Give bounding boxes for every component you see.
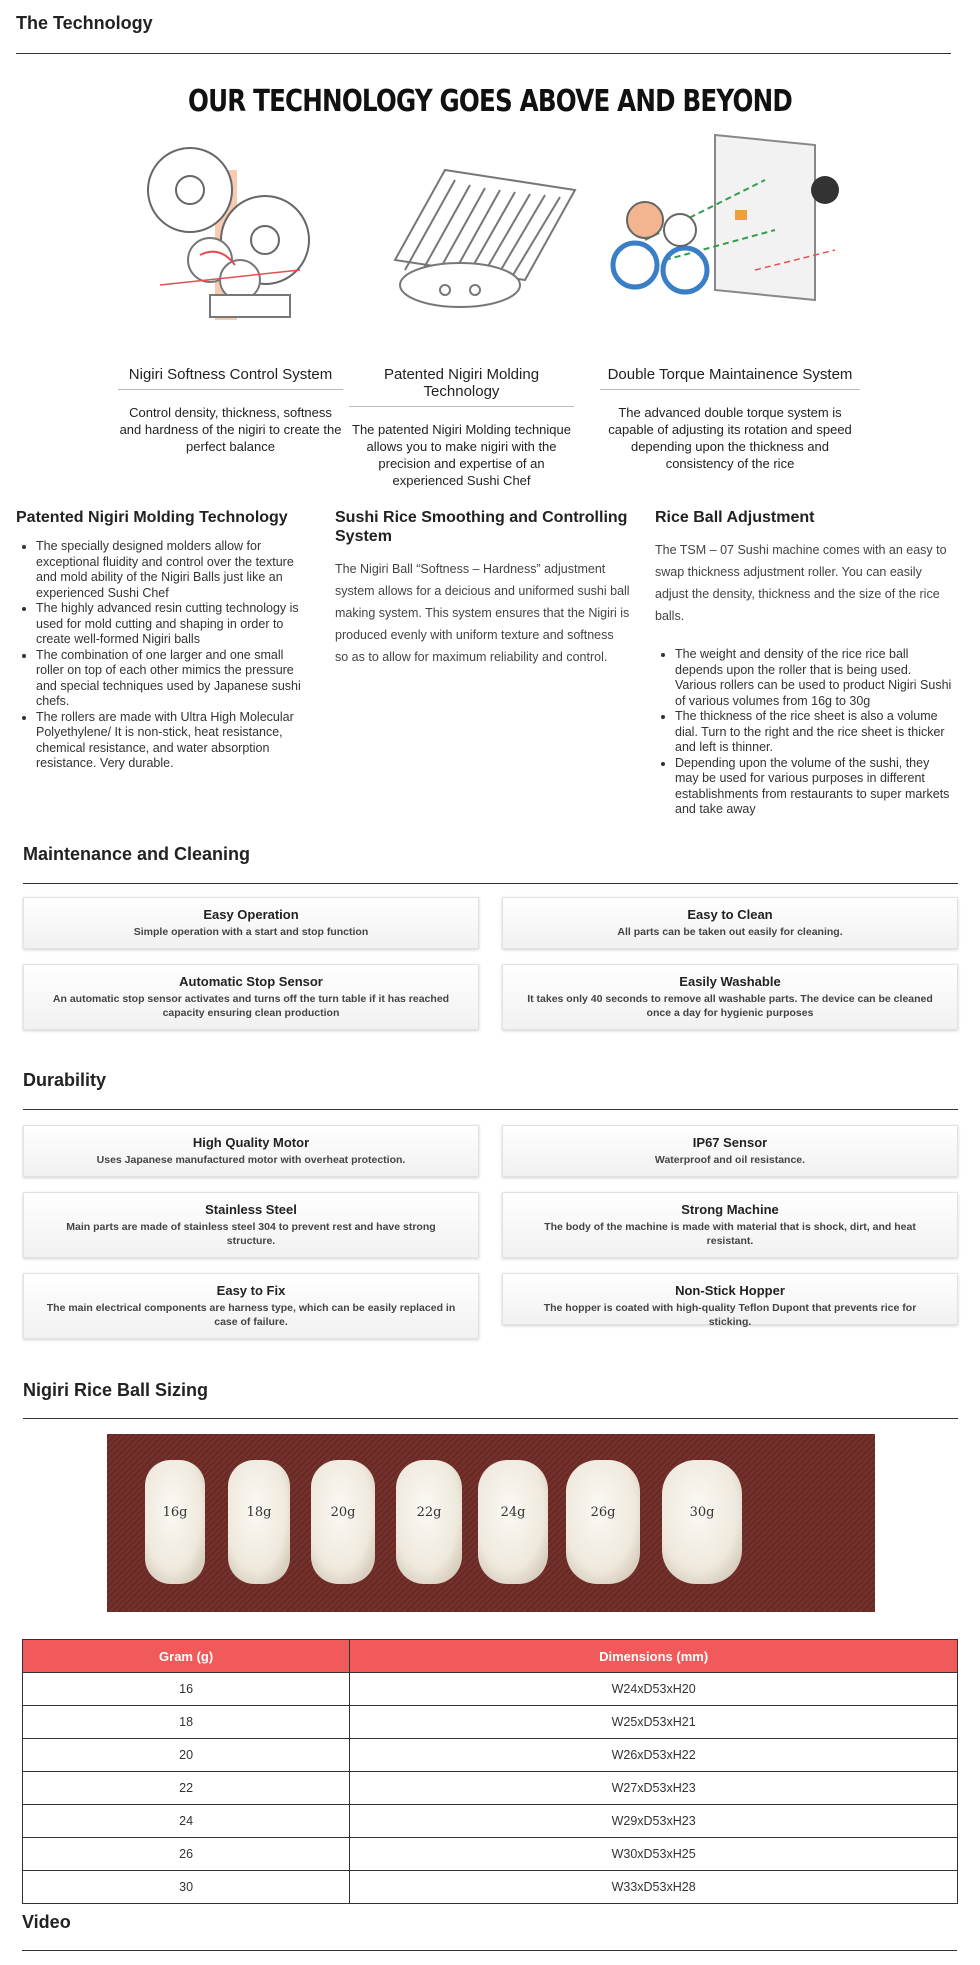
card-title: Easily Washable bbox=[679, 974, 781, 989]
card-description: The main electrical components are harness type, which can be easily replaced in case of failure. bbox=[46, 1302, 456, 1328]
section-divider bbox=[22, 1950, 957, 1951]
card-description: All parts can be taken out easily for cleaning. bbox=[617, 926, 843, 938]
list-item: • Depending upon the volume of the sushi, they may be used for various purposes in different establishments from restaurants to super markets and take away bbox=[675, 756, 955, 818]
card-description: It takes only 40 seconds to remove all washable parts. The device can be cleaned once a day for hygienic purposes bbox=[527, 993, 933, 1019]
card-title: Strong Machine bbox=[681, 1202, 779, 1217]
dimensions-cell: W27xD53xH23 bbox=[350, 1772, 958, 1805]
card-title: Easy to Fix bbox=[216, 1283, 286, 1298]
card-title: Easy to Clean bbox=[687, 907, 773, 922]
gram-cell: 26 bbox=[23, 1838, 350, 1871]
feature-caption: Patented Nigiri Molding Technology bbox=[349, 366, 574, 407]
column-heading: Patented Nigiri Molding Technology bbox=[16, 509, 288, 526]
feature-card bbox=[502, 964, 958, 1030]
table-row bbox=[23, 1739, 958, 1772]
feature-description: The advanced double torque system is capable of adjusting its rotation and speed depending upon the thickness and consistency of the rice bbox=[608, 405, 852, 471]
card-title: IP67 Sensor bbox=[692, 1135, 768, 1150]
column-heading: Rice Ball Adjustment bbox=[655, 509, 815, 526]
table-row bbox=[23, 1673, 958, 1706]
feature-double-torque bbox=[600, 366, 860, 472]
section-divider bbox=[16, 53, 951, 54]
maintenance-section-title: Maintenance and Cleaning bbox=[23, 844, 251, 864]
rice-ball-label: 20g bbox=[330, 1505, 356, 1520]
feature-softness-control bbox=[118, 366, 343, 455]
table-row bbox=[23, 1772, 958, 1805]
rice-ball bbox=[662, 1460, 742, 1584]
double-torque-illustration bbox=[605, 120, 855, 320]
dimensions-cell: W33xD53xH28 bbox=[350, 1871, 958, 1904]
feature-card bbox=[23, 897, 479, 949]
feature-caption: Nigiri Softness Control System bbox=[118, 366, 343, 390]
table-header-gram: Gram (g) bbox=[23, 1640, 350, 1673]
gram-cell: 30 bbox=[23, 1871, 350, 1904]
rice-ball-sizes-photo bbox=[107, 1434, 875, 1612]
adjustment-bullets bbox=[655, 647, 955, 818]
rice-ball bbox=[228, 1460, 290, 1584]
rice-ball-label: 22g bbox=[416, 1505, 442, 1520]
rice-ball bbox=[311, 1460, 375, 1584]
dimensions-cell: W26xD53xH22 bbox=[350, 1739, 958, 1772]
rice-ball bbox=[566, 1460, 640, 1584]
card-description: Uses Japanese manufactured motor with overheat protection. bbox=[96, 1154, 406, 1166]
feature-description: Control density, thickness, softness and hardness of the nigiri to create the perfect balance bbox=[119, 405, 342, 454]
column-paragraph: The TSM – 07 Sushi machine comes with an easy to swap thickness adjustment roller. You can easily adjust the density, thickness and the size of the rice balls. bbox=[655, 543, 947, 623]
durability-section-title: Durability bbox=[23, 1070, 107, 1090]
card-description: Waterproof and oil resistance. bbox=[654, 1154, 806, 1166]
rice-ball bbox=[396, 1460, 462, 1584]
list-item: • The combination of one larger and one small roller on top of each other mimics the pressure and special techniques used by Japanese sushi chefs. bbox=[36, 648, 311, 710]
table-row bbox=[23, 1838, 958, 1871]
section-divider bbox=[23, 1418, 958, 1419]
rice-ball-label: 24g bbox=[500, 1505, 526, 1520]
card-description: An automatic stop sensor activates and turns off the turn table if it has reached capacity ensuring clean production bbox=[52, 993, 450, 1019]
gram-cell: 16 bbox=[23, 1673, 350, 1706]
card-description: The body of the machine is made with material that is shock, dirt, and heat resistant. bbox=[544, 1221, 916, 1247]
card-title: Non-Stick Hopper bbox=[675, 1283, 785, 1298]
table-row bbox=[23, 1706, 958, 1739]
gram-cell: 24 bbox=[23, 1805, 350, 1838]
feature-card bbox=[502, 1273, 958, 1328]
feature-card bbox=[23, 1192, 479, 1258]
card-title: High Quality Motor bbox=[192, 1135, 310, 1150]
list-item: • The weight and density of the rice rice ball depends upon the roller that is being used. Various rollers can be used to product Nigiri Sushi of various volumes from 16g to 30g bbox=[675, 647, 955, 709]
rice-ball-label: 16g bbox=[162, 1505, 188, 1520]
rice-ball-label: 18g bbox=[246, 1505, 272, 1520]
gram-cell: 20 bbox=[23, 1739, 350, 1772]
molding-roller-illustration bbox=[385, 150, 585, 320]
dimensions-cell: W25xD53xH21 bbox=[350, 1706, 958, 1739]
list-item: • The specially designed molders allow for exceptional fluidity and control over the texture and mold ability of the Nigiri Balls just like an experienced Sushi Chef bbox=[36, 539, 311, 601]
feature-card bbox=[502, 1125, 958, 1177]
rice-ball bbox=[145, 1460, 205, 1584]
section-divider bbox=[23, 1109, 958, 1110]
technology-banner-title: OUR TECHNOLOGY GOES ABOVE AND BEYOND bbox=[187, 84, 793, 119]
card-description: The hopper is coated with high-quality Teflon Dupont that prevents rice for sticking. bbox=[543, 1302, 917, 1328]
table-header-dimensions: Dimensions (mm) bbox=[350, 1640, 958, 1673]
column-paragraph: The Nigiri Ball “Softness – Hardness” adjustment system allows for a deicious and uniformed sushi ball making system. This system ensures that the Nigiri is produced evenly with uniform texture and softness so as to allow for maximum reliability and control. bbox=[335, 562, 630, 664]
gram-cell: 18 bbox=[23, 1706, 350, 1739]
dimensions-cell: W29xD53xH23 bbox=[350, 1805, 958, 1838]
list-item: • The highly advanced resin cutting technology is used for mold cutting and shaping in order to create well-formed Nigiri balls bbox=[36, 601, 311, 648]
feature-card bbox=[23, 964, 479, 1030]
feature-card bbox=[23, 1125, 479, 1177]
column-heading: Sushi Rice Smoothing and Controlling System bbox=[335, 509, 628, 545]
rice-ball-sizing-table bbox=[22, 1639, 958, 1904]
card-title: Automatic Stop Sensor bbox=[179, 974, 323, 989]
card-description: Simple operation with a start and stop function bbox=[133, 926, 369, 938]
molding-column bbox=[16, 508, 311, 772]
gram-cell: 22 bbox=[23, 1772, 350, 1805]
list-item: • The rollers are made with Ultra High Molecular Polyethylene/ It is non-stick, heat resistance, chemical resistance, and water absorption resistance. Very durable. bbox=[36, 710, 311, 772]
section-divider bbox=[23, 883, 958, 884]
adjustment-column bbox=[655, 508, 955, 818]
softness-control-illustration bbox=[140, 130, 350, 340]
feature-card bbox=[502, 1192, 958, 1258]
feature-description: The patented Nigiri Molding technique allows you to make nigiri with the precision and expertise of an experienced Sushi Chef bbox=[352, 422, 571, 488]
dimensions-cell: W24xD53xH20 bbox=[350, 1673, 958, 1706]
list-item: • The thickness of the rice sheet is also a volume dial. Turn to the right and the rice sheet is thicker and left is thinner. bbox=[675, 709, 955, 756]
smoothing-column bbox=[335, 508, 630, 688]
feature-card bbox=[502, 897, 958, 949]
feature-caption: Double Torque Maintainence System bbox=[600, 366, 860, 390]
molding-bullets bbox=[16, 539, 311, 772]
rice-ball bbox=[478, 1460, 548, 1584]
video-section-title: Video bbox=[22, 1912, 71, 1932]
feature-card bbox=[23, 1273, 479, 1339]
card-title: Easy Operation bbox=[203, 907, 299, 922]
table-row bbox=[23, 1871, 958, 1904]
rice-ball-label: 26g bbox=[590, 1505, 616, 1520]
feature-molding-technology bbox=[349, 366, 574, 489]
technology-section-title: The Technology bbox=[16, 13, 153, 33]
dimensions-cell: W30xD53xH25 bbox=[350, 1838, 958, 1871]
table-row bbox=[23, 1805, 958, 1838]
card-description: Main parts are made of stainless steel 304 to prevent rest and have strong structure. bbox=[66, 1221, 436, 1247]
rice-ball-label: 30g bbox=[689, 1505, 715, 1520]
card-title: Stainless Steel bbox=[205, 1202, 297, 1217]
sizing-section-title: Nigiri Rice Ball Sizing bbox=[23, 1380, 209, 1400]
